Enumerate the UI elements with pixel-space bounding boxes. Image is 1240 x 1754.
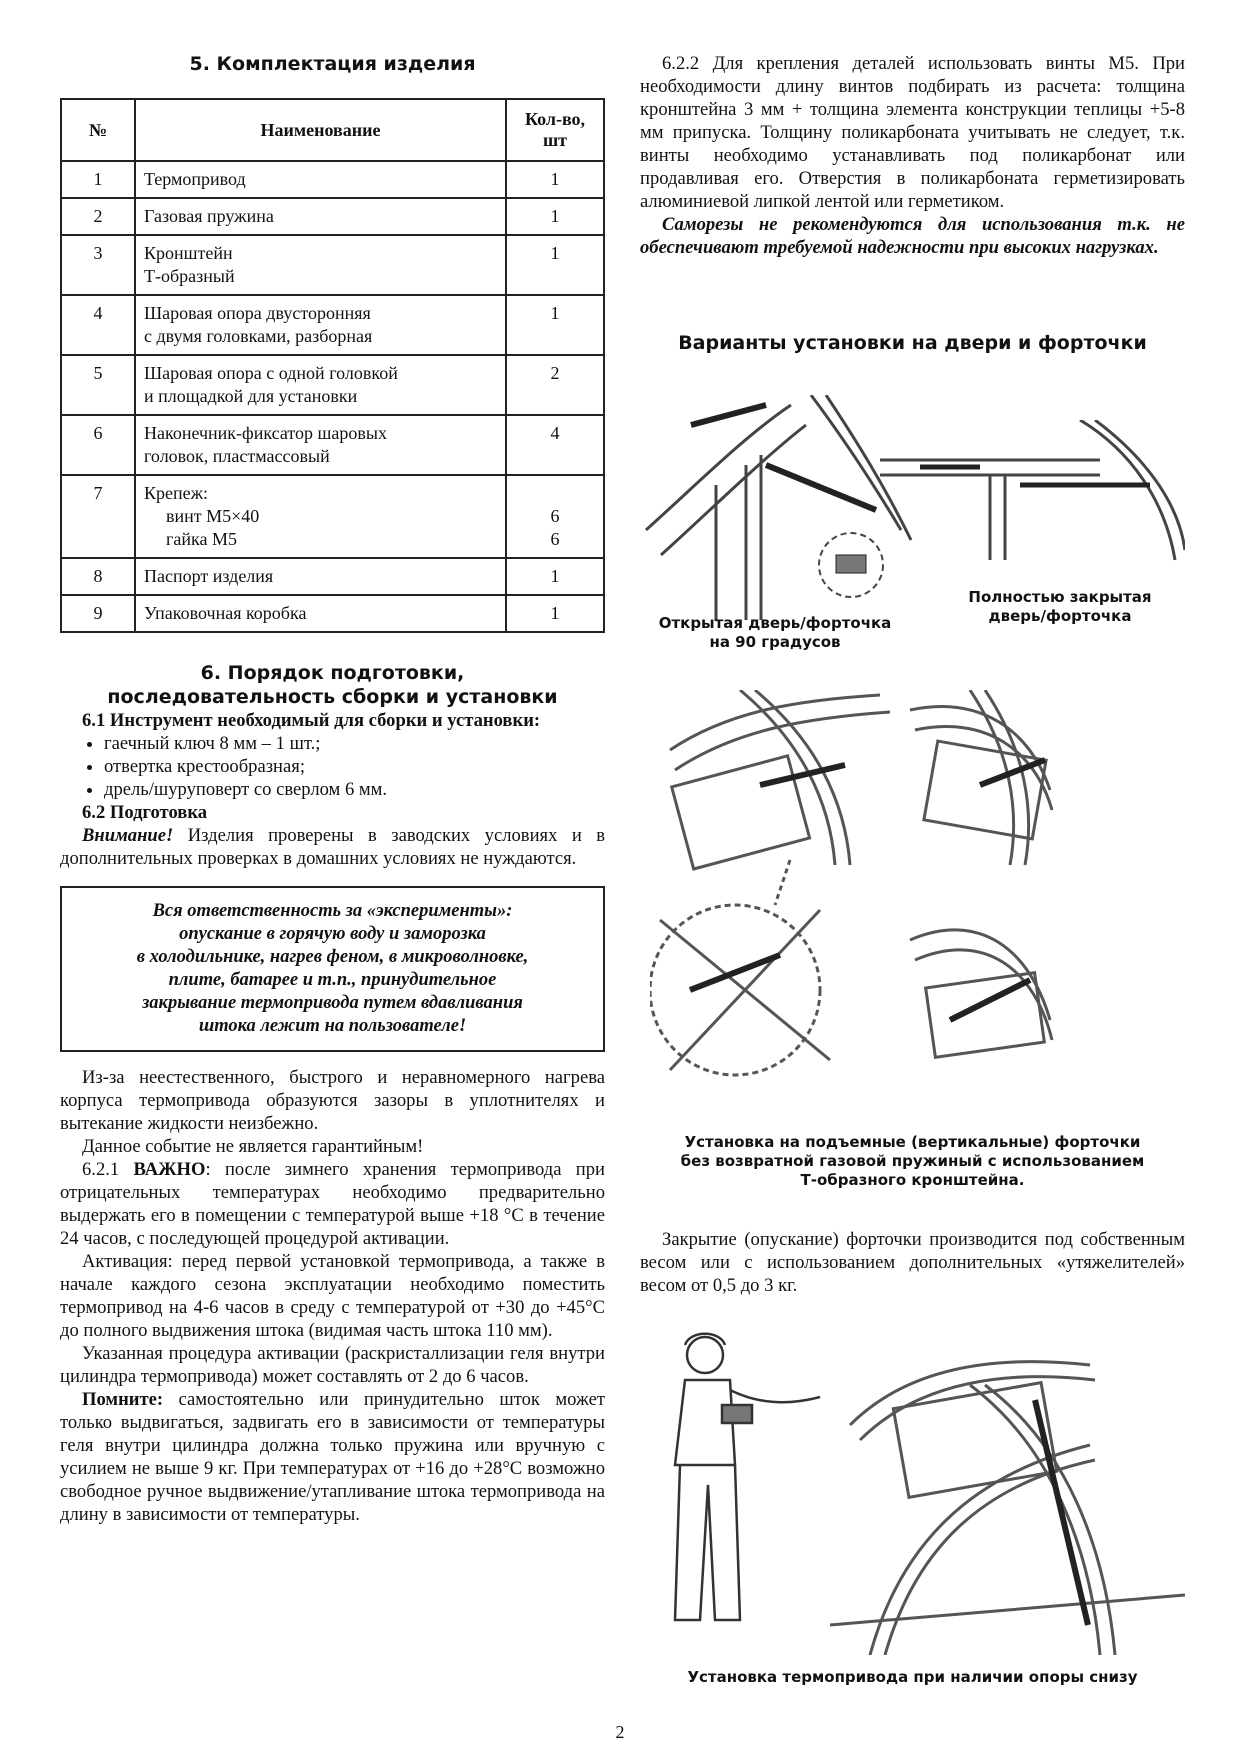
warning-line: в холодильнике, нагрев феном, в микроволновке, — [136, 947, 529, 967]
row-qty — [506, 235, 604, 295]
kit-table — [60, 98, 605, 633]
caption-closed: Полностью закрытая дверь/форточка — [968, 588, 1152, 625]
header-name: Наименование — [135, 99, 506, 161]
vertical-vent-illustration — [650, 690, 1185, 1120]
row-qty — [506, 198, 604, 235]
attention-paragraph: Внимание! Изделия проверены в заводских условиях и в дополнительных проверках в домашних условиях не нуждаются. — [60, 825, 605, 869]
row-name-line: Паспорт изделия — [144, 566, 274, 586]
row-qty — [506, 558, 604, 595]
row-name — [135, 355, 506, 415]
row-qty-line: 6 — [550, 529, 560, 549]
table-row — [61, 595, 604, 632]
p61-title: 6.1 Инструмент необходимый для сборки и установки: — [82, 710, 541, 731]
closing-paragraph-wrap — [640, 1228, 1185, 1297]
left-column — [60, 52, 605, 1526]
row-qty-line: 1 — [550, 603, 560, 623]
row-name — [135, 235, 506, 295]
row-name-line: Шаровая опора двусторонняя — [144, 303, 371, 323]
warning-line: закрывание термопривода путем вдавливания — [142, 993, 523, 1013]
row-name-line: Т-образный — [144, 266, 235, 286]
row-name — [135, 475, 506, 558]
tool-item: • дрель/шуруповерт со сверлом 6 мм. — [104, 778, 605, 801]
row-number: 7 — [61, 475, 135, 558]
caption-bottom: Установка термопривода при наличии опоры снизу — [687, 1668, 1138, 1686]
row-name-line: и площадкой для установки — [144, 386, 358, 406]
row-qty — [506, 475, 604, 558]
tool-item: • гаечный ключ 8 мм – 1 шт.; — [104, 732, 605, 755]
header-qty: Кол-во, шт — [506, 99, 604, 161]
header-num: № — [61, 99, 135, 161]
table-row — [61, 235, 604, 295]
closed-door-illustration — [880, 420, 1185, 565]
row-number: 4 — [61, 295, 135, 355]
remember-paragraph: Помните: самостоятельно или принудительно шток может только выдвигаться, задвигать его в зависимости от температуры геля внутри цилиндра должна только пружина или вручную с усилием не выше 9 кг. При температурах от +16 до +28°С возможно свободное ручное выдвижение/утапливание штока термопривода на длину в зависимости от температуры. — [60, 1389, 605, 1525]
nonwarranty-paragraph: Данное событие не является гарантийным! — [82, 1136, 424, 1157]
table-row — [61, 415, 604, 475]
row-name-line: Шаровая опора с одной головкой — [144, 363, 398, 383]
row-name-line: Газовая пружина — [144, 206, 274, 226]
table-row — [61, 161, 604, 198]
tools-list — [60, 732, 605, 801]
row-qty — [506, 415, 604, 475]
row-qty — [506, 295, 604, 355]
row-number: 2 — [61, 198, 135, 235]
row-name-line: Наконечник-фиксатор шаровых — [144, 423, 387, 443]
right-column — [640, 52, 1185, 259]
open-door-illustration — [636, 395, 916, 620]
table-row — [61, 295, 604, 355]
page-number: 2 — [615, 1722, 625, 1742]
row-number: 8 — [61, 558, 135, 595]
row-number: 9 — [61, 595, 135, 632]
row-qty-line: 1 — [550, 566, 560, 586]
row-name-line: с двумя головками, разборная — [144, 326, 373, 346]
variants-title: Варианты установки на двери и форточки — [678, 332, 1147, 354]
row-name — [135, 595, 506, 632]
p62-title: 6.2 Подготовка — [82, 802, 208, 823]
row-qty-line: 1 — [550, 303, 560, 323]
table-row — [61, 198, 604, 235]
table-row — [61, 355, 604, 415]
p621-paragraph: 6.2.1 ВАЖНО: после зимнего хранения термопривода при отрицательных температурах необходимо предварительно выдержать его в помещении с температурой выше +18 °С в течение 24 часов, с последующей процедурой активации. — [60, 1159, 605, 1249]
row-name — [135, 295, 506, 355]
caption-open: Открытая дверь/форточка на 90 градусов — [658, 614, 892, 651]
row-name — [135, 415, 506, 475]
warning-line: Вся ответственность за «эксперименты»: — [152, 901, 513, 921]
kit-table-body — [61, 161, 604, 632]
row-name — [135, 558, 506, 595]
row-name-line: винт М5×40 — [166, 506, 260, 526]
row-name-line: Крепеж: — [144, 483, 209, 503]
section6-title: 6. Порядок подготовки, последовательность сборки и установки — [107, 662, 558, 708]
p622-paragraph: 6.2.2 Для крепления деталей использовать винты М5. При необходимости длину винтов подбирать из расчета: толщина кронштейна 3 мм + толщина элемента конструкции теплицы +5-8 мм припуска. Толщину поликарбоната учитывать не следует, т.к. винты необходимо устанавливать под поликарбонат или продавливая его. Отверстия в поликарбоната герметизировать алюминиевой липкой лентой или герметиком. — [640, 53, 1185, 212]
row-qty-line: 2 — [550, 363, 560, 383]
warning-line: штока лежит на пользователе! — [198, 1016, 467, 1036]
row-name-line: головок, пластмассовый — [144, 446, 330, 466]
warning-line: плите, батарее и т.п., принудительное — [168, 970, 497, 990]
procedure-paragraph: Указанная процедура активации (раскристаллизации геля внутри цилиндра термопривода) может составлять от 2 до 6 часов. — [60, 1343, 605, 1387]
gaps-paragraph: Из-за неестественного, быстрого и неравномерного нагрева корпуса термопривода образуются зазоры в уплотнителях и вытекание жидкости неизбежно. — [60, 1067, 605, 1134]
section5-title: 5. Комплектация изделия — [189, 53, 476, 75]
row-name-line: Термопривод — [144, 169, 246, 189]
row-qty-line — [515, 482, 595, 505]
row-qty-line: 4 — [550, 423, 560, 443]
row-name-line: гайка М5 — [166, 529, 237, 549]
warning-box — [60, 886, 605, 1052]
tool-item: • отвертка крестообразная; — [104, 755, 605, 778]
row-name — [135, 198, 506, 235]
row-number: 5 — [61, 355, 135, 415]
row-number: 3 — [61, 235, 135, 295]
warning-line: опускание в горячую воду и заморозка — [179, 924, 486, 944]
row-qty-line: 1 — [550, 169, 560, 189]
activation-paragraph: Активация: перед первой установкой термопривода, а также в начале каждого сезона эксплуатации необходимо поместить термопривод на 4-6 часов в среду с температурой от +30 до +45°С до полного выдвижения штока (видимая часть штока 110 мм). — [60, 1251, 605, 1341]
closing-paragraph: Закрытие (опускание) форточки производится под собственным весом или с использованием дополнительных «утяжелителей» весом от 0,5 до 3 кг. — [640, 1229, 1185, 1296]
screws-warning: Саморезы не рекомендуются для использования т.к. не обеспечивают требуемой надежности при высоких нагрузках. — [640, 214, 1185, 258]
caption-vertical: Установка на подъемные (вертикальные) форточки без возвратной газовой пружиный с использованием Т-образного кронштейна. — [680, 1133, 1145, 1189]
row-qty-line: 6 — [550, 506, 560, 526]
row-qty — [506, 355, 604, 415]
row-qty — [506, 595, 604, 632]
table-row — [61, 558, 604, 595]
row-name — [135, 161, 506, 198]
row-name-line: Кронштейн — [144, 243, 233, 263]
row-qty-line: 1 — [550, 243, 560, 263]
table-row — [61, 475, 604, 558]
row-qty — [506, 161, 604, 198]
row-qty-line: 1 — [550, 206, 560, 226]
row-number: 1 — [61, 161, 135, 198]
row-number: 6 — [61, 415, 135, 475]
row-name-line: Упаковочная коробка — [144, 603, 307, 623]
worker-greenhouse-illustration — [670, 1325, 1185, 1655]
